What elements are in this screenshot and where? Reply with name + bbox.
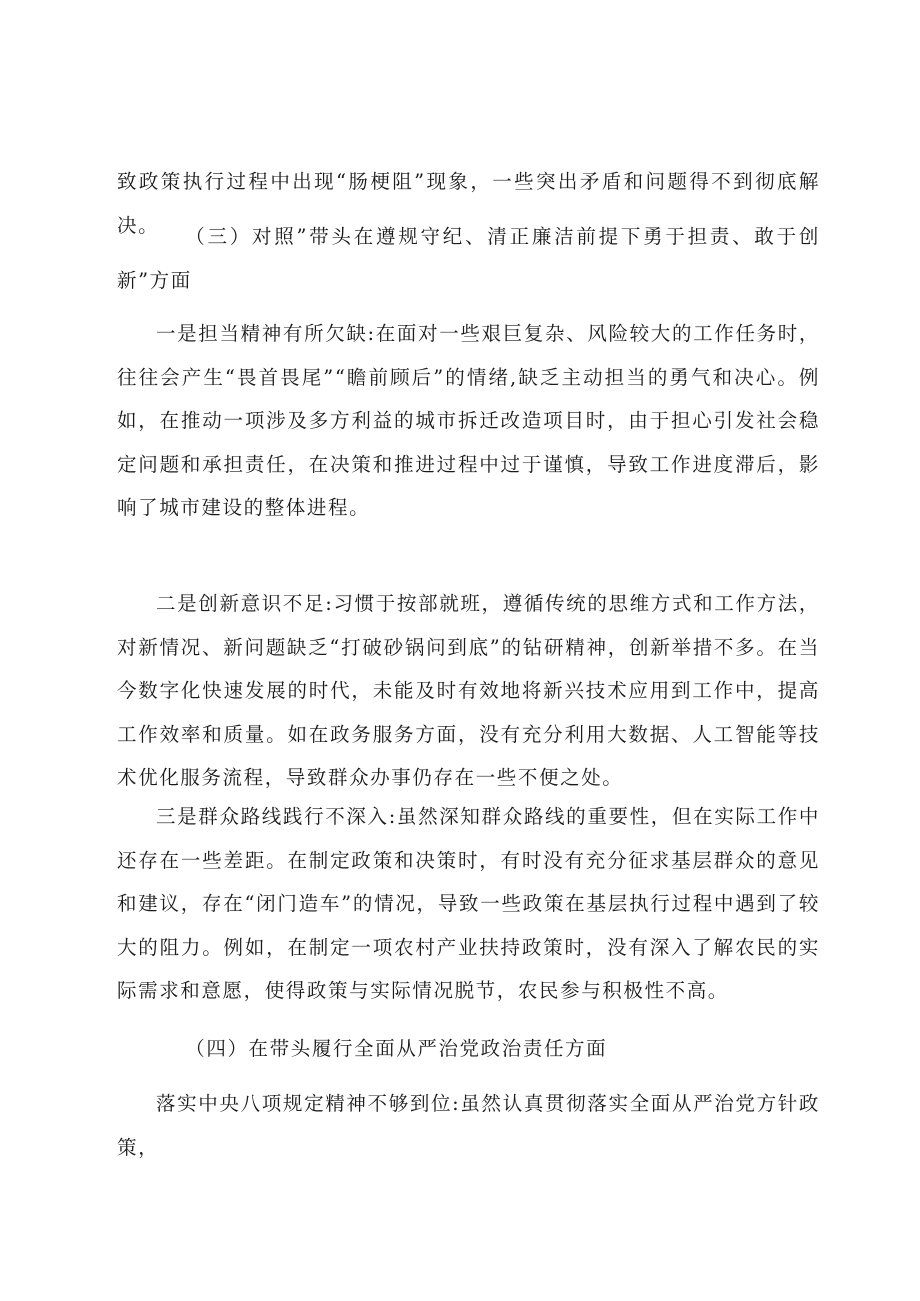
paragraph-point-2: 二是创新意识不足:习惯于按部就班，遵循传统的思维方式和工作方法，对新情况、新问题缺乏“打破砂锅问到底”的钻研精神，创新举措不多。在当今数字化快速发展的时代，未能及时有效地将新兴技术应用到工作中，提高工作效率和质量。如在政务服务方面，没有充分利用大数据、人工智能等技术优化服务流程，导致群众办事仍存在一些不便之处。 bbox=[117, 592, 820, 789]
paragraph-point-3: 三是群众路线践行不深入:虽然深知群众路线的重要性，但在实际工作中还存在一些差距。在制定政策和决策时，有时没有充分征求基层群众的意见和建议，存在“闭门造车”的情况，导致一些政策在基层执行过程中遇到了较大的阻力。例如，在制定一项农村产业扶持政策时，没有深入了解农民的实际需求和意愿，使得政策与实际情况脱节，农民参与积极性不高。 bbox=[117, 805, 820, 1002]
paragraph-continuation: 致政策执行过程中出现“肠梗阻”现象，一些突出矛盾和问题得不到彻底解决。 bbox=[117, 170, 820, 237]
paragraph-point-1: 一是担当精神有所欠缺:在面对一些艰巨复杂、风险较大的工作任务时，往往会产生“畏首畏尾”“瞻前顾后”的情绪,缺乏主动担当的勇气和决心。例如，在推动一项涉及多方利益的城市拆迁改造项目时，由于担心引发社会稳定问题和承担责任，在决策和推进过程中过于谨慎，导致工作进度滞后，影响了城市建设的整体进程。 bbox=[117, 322, 820, 519]
paragraph-eight-rules: 落实中央八项规定精神不够到位:虽然认真贯彻落实全面从严治党方针政策， bbox=[117, 1092, 820, 1159]
section-heading-3: （三）对照”带头在遵规守纪、清正廉洁前提下勇于担责、敢于创新”方面 bbox=[117, 225, 820, 292]
section-heading-4: （四）在带头履行全面从严治党政治责任方面 bbox=[185, 1037, 608, 1060]
